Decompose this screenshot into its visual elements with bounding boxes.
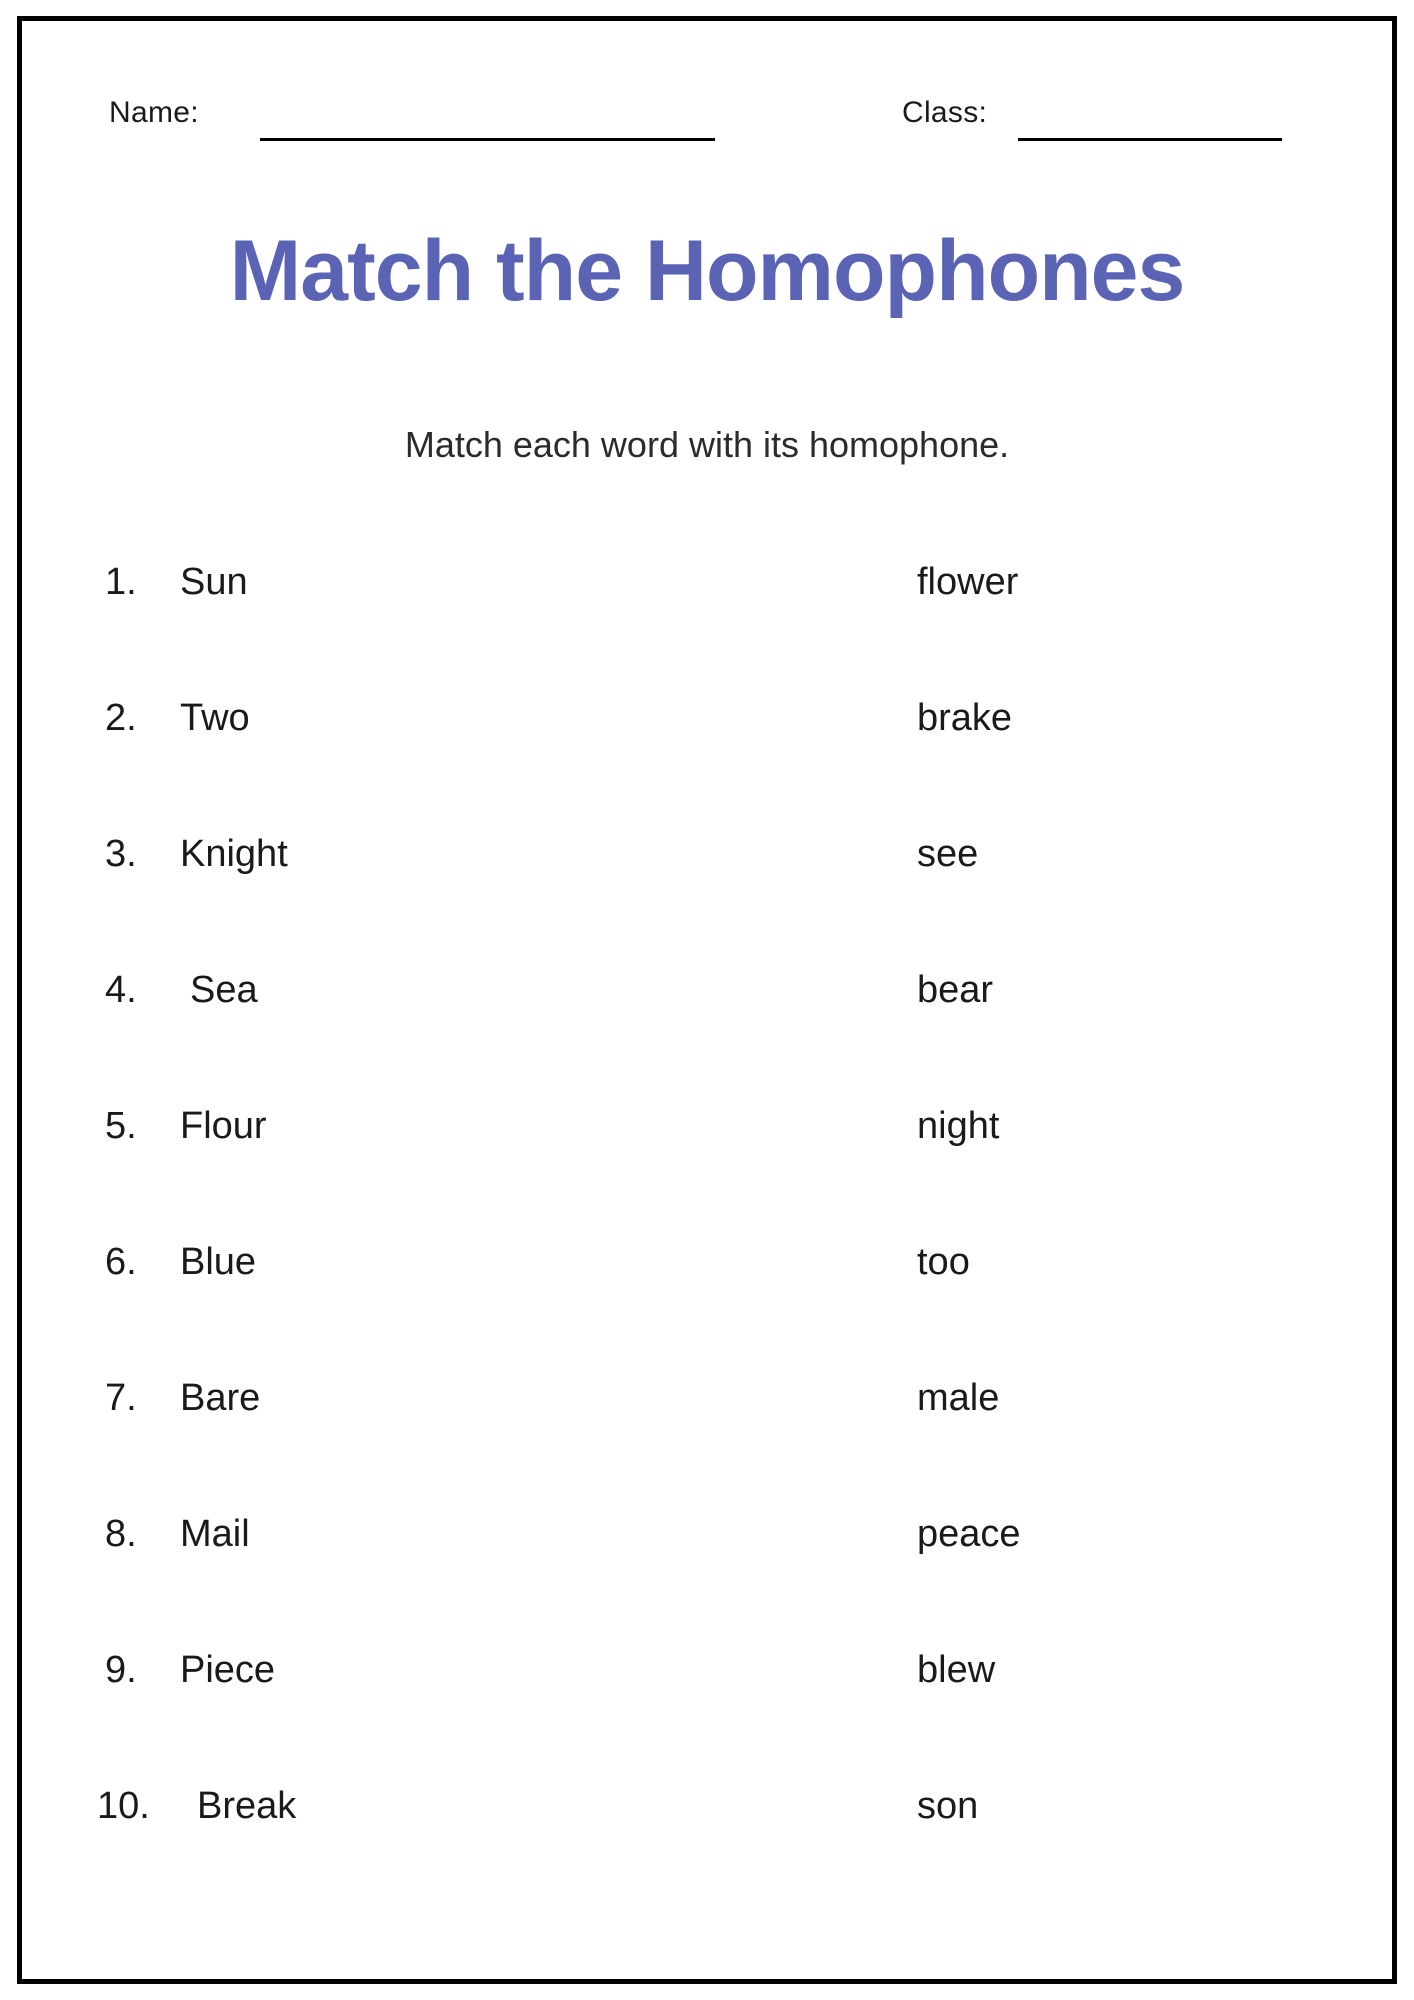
match-row <box>17 697 1397 833</box>
page-title: Match the Homophones <box>229 223 1185 319</box>
item-number: 5. <box>105 1105 137 1147</box>
left-word[interactable]: Blue <box>180 1241 257 1283</box>
right-word[interactable]: see <box>917 833 979 875</box>
right-word[interactable]: male <box>917 1377 1000 1419</box>
right-word[interactable]: flower <box>917 561 1019 603</box>
right-word[interactable]: bear <box>917 969 994 1011</box>
item-number: 9. <box>105 1649 137 1691</box>
left-word[interactable]: Break <box>197 1785 297 1827</box>
match-row <box>17 1241 1397 1377</box>
match-row <box>17 833 1397 969</box>
match-row <box>17 1785 1397 1921</box>
class-input-line[interactable] <box>1018 138 1282 141</box>
match-row <box>17 969 1397 1105</box>
class-label: Class: <box>902 96 988 129</box>
worksheet-content <box>17 16 1397 1984</box>
item-number: 4. <box>105 969 137 1011</box>
left-word[interactable]: Sun <box>180 561 248 603</box>
name-label: Name: <box>109 96 199 129</box>
right-word[interactable]: too <box>917 1241 970 1283</box>
right-word[interactable]: night <box>917 1105 1000 1147</box>
left-word[interactable]: Sea <box>190 969 258 1011</box>
right-word[interactable]: peace <box>917 1513 1021 1555</box>
item-number: 7. <box>105 1377 137 1419</box>
name-input-line[interactable] <box>260 138 715 141</box>
left-word[interactable]: Bare <box>180 1377 261 1419</box>
right-word[interactable]: brake <box>917 697 1013 739</box>
left-word[interactable]: Flour <box>180 1105 267 1147</box>
left-word[interactable]: Mail <box>180 1513 250 1555</box>
match-row <box>17 1513 1397 1649</box>
item-number: 1. <box>105 561 137 603</box>
matching-list <box>17 561 1397 1921</box>
match-row <box>17 1105 1397 1241</box>
item-number: 3. <box>105 833 137 875</box>
match-row <box>17 1377 1397 1513</box>
match-row <box>17 561 1397 697</box>
item-number: 6. <box>105 1241 137 1283</box>
item-number: 10. <box>97 1785 150 1827</box>
match-row <box>17 1649 1397 1785</box>
student-info-header <box>17 96 1397 156</box>
right-word[interactable]: blew <box>917 1649 996 1691</box>
right-word[interactable]: son <box>917 1785 979 1827</box>
instruction-text: Match each word with its homophone. <box>404 424 1010 465</box>
left-word[interactable]: Piece <box>180 1649 276 1691</box>
left-word[interactable]: Two <box>180 697 250 739</box>
left-word[interactable]: Knight <box>180 833 288 875</box>
item-number: 8. <box>105 1513 137 1555</box>
item-number: 2. <box>105 697 137 739</box>
